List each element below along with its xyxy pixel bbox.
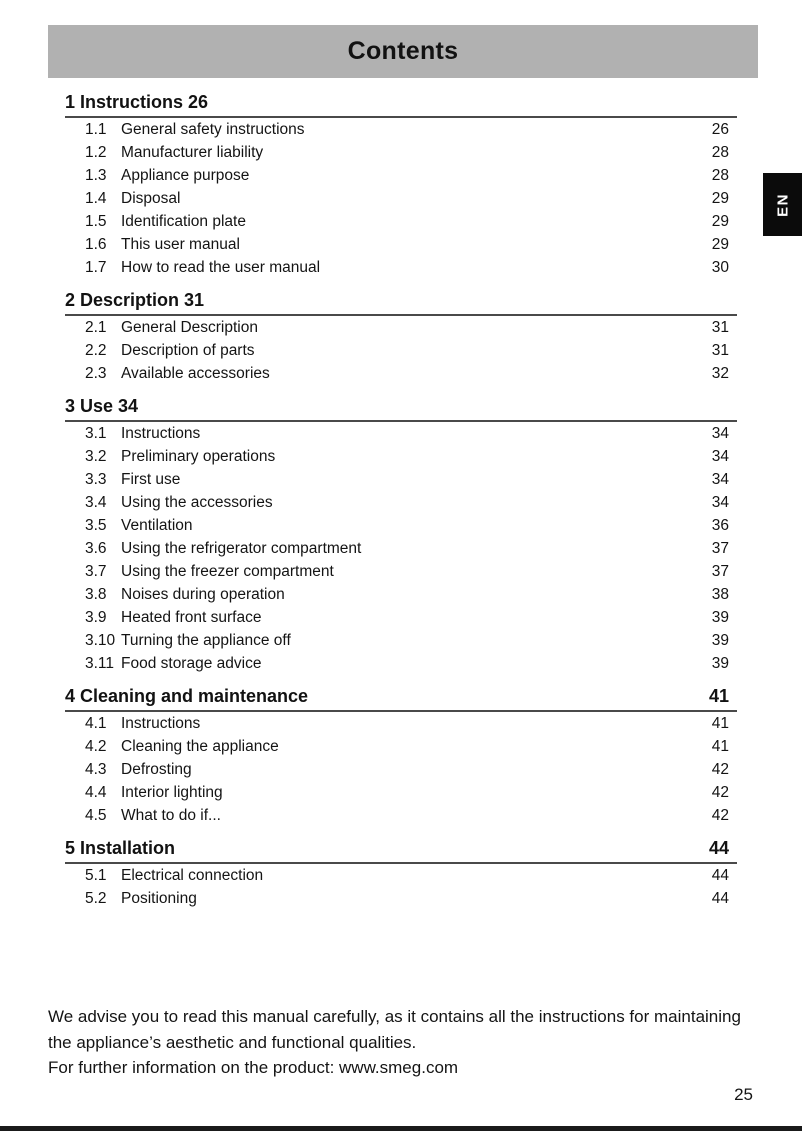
toc-entry-number: 1.1 — [85, 120, 107, 138]
toc-entry — [65, 652, 737, 675]
toc-entry-number: 3.6 — [85, 539, 107, 557]
toc-entry-title: Description of parts — [121, 341, 255, 359]
toc-entry — [65, 187, 737, 210]
page-number: 25 — [734, 1085, 753, 1104]
toc-entry-title: Instructions — [121, 424, 201, 442]
toc-section-items — [65, 118, 737, 279]
toc-entry-number: 4.1 — [85, 714, 107, 732]
toc-section-title: 4 Cleaning and maintenance — [65, 686, 309, 706]
toc-entry-number: 1.4 — [85, 189, 107, 207]
toc-entry-page: 37 — [711, 539, 729, 557]
contents-header — [48, 25, 758, 78]
toc-entry-title: Ventilation — [121, 516, 193, 534]
toc-entry-number: 2.3 — [85, 364, 107, 382]
toc-entry-page: 29 — [711, 189, 729, 207]
toc-entry-number: 3.1 — [85, 424, 107, 442]
toc-entry — [65, 339, 737, 362]
toc-entry-number: 4.2 — [85, 737, 107, 755]
toc-section-page: 44 — [708, 838, 729, 858]
toc-entry — [65, 445, 737, 468]
toc-entry-page: 34 — [711, 447, 729, 465]
toc-entry-number: 3.10 — [85, 631, 116, 649]
toc-entry-title: Turning the appliance off — [121, 631, 291, 649]
bottom-bar — [0, 1126, 802, 1131]
toc-section-heading — [65, 289, 737, 316]
toc-entry-title: How to read the user manual — [121, 258, 321, 276]
toc-section-page: 41 — [708, 686, 729, 706]
toc-section — [65, 685, 737, 827]
toc-section-title: 3 Use 34 — [65, 396, 139, 416]
toc-section-items — [65, 316, 737, 385]
toc-entry-title: Interior lighting — [121, 783, 223, 801]
toc-section-title: 5 Installation — [65, 838, 176, 858]
toc-entry — [65, 758, 737, 781]
toc-entry-title: Identification plate — [121, 212, 246, 230]
toc-section-heading — [65, 395, 737, 422]
toc-entry-title: What to do if... — [121, 806, 221, 824]
toc-section-heading — [65, 91, 737, 118]
toc-entry-number: 3.11 — [85, 654, 115, 672]
toc-entry-title: First use — [121, 470, 181, 488]
toc-entry-page: 42 — [711, 783, 729, 801]
toc-entry-title: Electrical connection — [121, 866, 264, 884]
toc-entry — [65, 781, 737, 804]
toc-entry-page: 34 — [711, 470, 729, 488]
toc-entry — [65, 864, 737, 887]
toc-entry-number: 1.5 — [85, 212, 107, 230]
toc-entry-page: 34 — [711, 493, 729, 511]
toc-entry — [65, 560, 737, 583]
toc-entry — [65, 256, 737, 279]
toc-entry — [65, 141, 737, 164]
toc-entry-number: 3.5 — [85, 516, 107, 534]
toc-entry — [65, 606, 737, 629]
toc-entry-number: 4.5 — [85, 806, 107, 824]
toc-entry-page: 30 — [711, 258, 729, 276]
toc-entry-page: 44 — [711, 866, 729, 884]
toc-entry-page: 29 — [711, 235, 729, 253]
toc-entry — [65, 712, 737, 735]
toc-section — [65, 837, 737, 910]
toc-entry-number: 3.9 — [85, 608, 107, 626]
toc-entry-number: 1.7 — [85, 258, 107, 276]
toc-entry-number: 3.4 — [85, 493, 107, 511]
toc-entry-page: 34 — [711, 424, 729, 442]
toc-entry-title: Using the refrigerator compartment — [121, 539, 362, 557]
toc-entry-number: 2.1 — [85, 318, 107, 336]
toc-entry-page: 28 — [711, 166, 729, 184]
toc-entry-page: 32 — [711, 364, 729, 382]
toc-entry-page: 39 — [711, 631, 729, 649]
toc-entry — [65, 804, 737, 827]
toc-entry-number: 3.8 — [85, 585, 107, 603]
toc-entry-page: 41 — [711, 714, 729, 732]
toc-entry-page: 26 — [711, 120, 729, 138]
toc-entry — [65, 537, 737, 560]
toc-entry — [65, 468, 737, 491]
toc-entry-page: 42 — [711, 806, 729, 824]
footer-note-line: the appliance’s aesthetic and functional qualities. — [48, 1032, 417, 1052]
toc-entry-page: 36 — [711, 516, 729, 534]
toc-entry-title: Available accessories — [121, 364, 270, 382]
toc-section-items — [65, 422, 737, 675]
toc-section-heading — [65, 685, 737, 712]
toc-entry-title: General safety instructions — [121, 120, 305, 138]
toc-entry-page: 37 — [711, 562, 729, 580]
language-tab-label: EN — [774, 192, 791, 217]
toc-entry-number: 5.2 — [85, 889, 107, 907]
toc-entry-number: 2.2 — [85, 341, 107, 359]
toc-entry-page: 42 — [711, 760, 729, 778]
toc-entry-number: 1.2 — [85, 143, 107, 161]
toc-section-title: 2 Description 31 — [65, 290, 205, 310]
toc-entry — [65, 118, 737, 141]
footer-note-line: We advise you to read this manual carefully, as it contains all the instructions for maintaining — [48, 1007, 741, 1026]
toc-entry-page: 39 — [711, 654, 729, 672]
footer-info-line: For further information on the product: www.smeg.com — [48, 1058, 459, 1077]
toc-entry — [65, 735, 737, 758]
toc-entry-page: 31 — [711, 318, 729, 336]
toc-section-heading — [65, 837, 737, 864]
toc-entry-title: Defrosting — [121, 760, 192, 778]
toc-entry-title: Food storage advice — [121, 654, 262, 672]
toc-entry-number: 3.3 — [85, 470, 107, 488]
language-tab — [763, 173, 802, 236]
toc-entry-title: Using the freezer compartment — [121, 562, 334, 580]
toc-entry — [65, 210, 737, 233]
toc-entry-number: 1.6 — [85, 235, 107, 253]
toc-entry-number: 3.7 — [85, 562, 107, 580]
toc-entry-page: 28 — [711, 143, 729, 161]
toc-entry-page: 31 — [711, 341, 729, 359]
toc-section-items — [65, 712, 737, 827]
page-title: Contents — [347, 37, 459, 65]
toc-entry-title: Using the accessories — [121, 493, 273, 511]
toc-entry-title: Noises during operation — [121, 585, 285, 603]
toc-entry-title: This user manual — [121, 235, 240, 253]
toc-section-items — [65, 864, 737, 910]
toc-entry-title: General Description — [121, 318, 258, 336]
toc-entry-title: Cleaning the appliance — [121, 737, 279, 755]
toc-entry-title: Disposal — [121, 189, 181, 207]
toc-entry-title: Heated front surface — [121, 608, 262, 626]
toc-entry-page: 29 — [711, 212, 729, 230]
toc-entry-page: 41 — [711, 737, 729, 755]
toc-section-title: 1 Instructions 26 — [65, 92, 209, 112]
toc-entry-page: 39 — [711, 608, 729, 626]
toc-section — [65, 289, 737, 385]
toc-entry — [65, 233, 737, 256]
toc-entry-page: 38 — [711, 585, 729, 603]
toc-entry — [65, 514, 737, 537]
toc-entry — [65, 491, 737, 514]
toc-entry — [65, 362, 737, 385]
toc-entry-title: Preliminary operations — [121, 447, 276, 465]
toc-entry-number: 1.3 — [85, 166, 107, 184]
toc-entry-title: Positioning — [121, 889, 197, 907]
toc-entry-page: 44 — [711, 889, 729, 907]
toc-entry-number: 4.4 — [85, 783, 107, 801]
toc-entry-number: 4.3 — [85, 760, 107, 778]
toc-entry — [65, 629, 737, 652]
toc-section — [65, 91, 737, 279]
table-of-contents — [65, 91, 737, 920]
toc-entry-title: Appliance purpose — [121, 166, 250, 184]
toc-entry-number: 3.2 — [85, 447, 107, 465]
toc-section — [65, 395, 737, 675]
toc-entry — [65, 887, 737, 910]
toc-entry — [65, 164, 737, 187]
toc-entry — [65, 583, 737, 606]
toc-entry — [65, 422, 737, 445]
footer-note — [48, 1004, 763, 1055]
toc-entry-title: Instructions — [121, 714, 201, 732]
toc-entry — [65, 316, 737, 339]
toc-entry-title: Manufacturer liability — [121, 143, 264, 161]
toc-entry-number: 5.1 — [85, 866, 107, 884]
